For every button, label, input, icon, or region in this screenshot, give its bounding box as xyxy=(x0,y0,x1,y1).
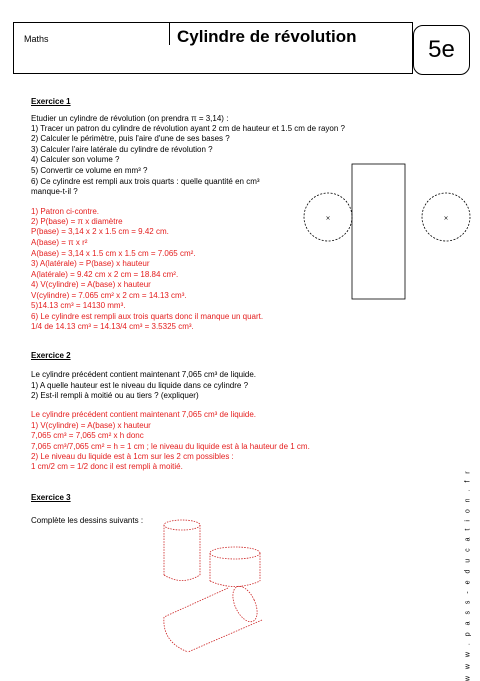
sketch-cylinder-3-side xyxy=(188,620,262,652)
exercise1-statement-line: 5) Convertir ce volume en mm³ ? xyxy=(31,166,148,175)
sketch-cylinder-3-side xyxy=(164,588,228,617)
cylinder-net xyxy=(304,164,470,299)
exercise3-instruction: Complète les dessins suivants : xyxy=(31,516,144,525)
exercise2-solution-line: 2) Le niveau du liquide est à 1cm sur les 2 cm possibles : xyxy=(31,452,234,461)
sketch-cylinder-2-top xyxy=(210,547,260,559)
exercise3-title: Exercice 3 xyxy=(31,493,71,502)
sketch-cylinder-1-bottom xyxy=(164,575,200,581)
exercise2-solution-line: Le cylindre précédent contient maintenant 7,065 cm³ de liquide. xyxy=(31,410,257,419)
exercise2-statement-line: 1) A quelle hauteur est le niveau du liquide dans ce cylindre ? xyxy=(31,381,249,390)
exercise2-solution-line: 1) V(cylindre) = A(base) x hauteur xyxy=(31,421,151,430)
sketch-cylinders xyxy=(164,520,262,652)
exercise2-title: Exercice 2 xyxy=(31,351,71,360)
exercise2-solution-line: 7,065 cm³/7,065 cm² = h = 1 cm ; le niveau du liquide est à la hauteur de 1 cm. xyxy=(31,442,310,451)
exercise2-solution-line: 1 cm/2 cm = 1/2 donc il est rempli à moitié. xyxy=(31,462,183,471)
exercise1-solution-line: A(base) = π x r² xyxy=(31,238,88,247)
grade-badge: 5e xyxy=(413,25,470,75)
net-lateral-rectangle xyxy=(352,164,405,299)
watermark-vertical xyxy=(462,468,474,681)
exercise1-solution-line: 6) Le cylindre est rempli aux trois quarts donc il manque un quart. xyxy=(31,312,264,321)
exercise1-statement-line: 3) Calculer l'aire latérale du cylindre de révolution ? xyxy=(31,145,213,154)
exercise1-statement-line: 1) Tracer un patron du cylindre de révolution ayant 2 cm de hauteur et 1.5 cm de rayon ? xyxy=(31,124,345,133)
sketch-cylinder-1-top xyxy=(164,520,200,530)
subject-label: Maths xyxy=(24,34,49,44)
exercise1-statement-line: 2) Calculer le périmètre, puis l'aire d'une de ses bases ? xyxy=(31,134,230,143)
page-title: Cylindre de révolution xyxy=(177,27,357,46)
exercise2-statement-line: 2) Est-il rempli à moitié ou au tiers ? (expliquer) xyxy=(31,391,199,400)
exercise1-title: Exercice 1 xyxy=(31,97,71,106)
sketch-cylinder-2-bottom xyxy=(210,581,260,587)
exercise1-solution-line: A(latérale) = 9.42 cm x 2 cm = 18.84 cm². xyxy=(31,270,179,279)
exercise1-solution-line: 1) Patron ci-contre. xyxy=(31,207,100,216)
exercise1-statement-line: manque-t-il ? xyxy=(31,187,78,196)
exercise1-solution-line: A(base) = 3,14 x 1.5 cm x 1.5 cm = 7.065 cm². xyxy=(31,249,196,258)
watermark-text: w w w . p a s s - e d u c a t i o n . f r xyxy=(464,468,472,681)
exercise1-solution-line: 2) P(base) = π x diamètre xyxy=(31,217,123,226)
exercise1-solution-line: V(cylindre) = 7.065 cm² x 2 cm = 14.13 cm³. xyxy=(31,291,187,300)
exercise1-statement-line: 4) Calculer son volume ? xyxy=(31,155,120,164)
exercise2-statement-line: Le cylindre précédent contient maintenant 7,065 cm³ de liquide. xyxy=(31,370,257,379)
exercise1-solution-line: 5)14.13 cm³ = 14130 mm³. xyxy=(31,301,126,310)
exercise1-statement-line: Etudier un cylindre de révolution (on prendra π = 3,14) : xyxy=(31,114,229,123)
sketch-cylinder-3-end xyxy=(228,583,262,626)
exercise1-solution-line: 4) V(cylindre) = A(base) x hauteur xyxy=(31,280,151,289)
net-center-mark: × xyxy=(325,215,331,222)
net-center-mark: × xyxy=(443,215,449,222)
exercise2-solution-line: 7,065 cm³ = 7,065 cm² x h donc xyxy=(31,431,144,440)
exercise1-solution-line: 1/4 de 14.13 cm³ = 14.13/4 cm³ = 3.5325 cm³. xyxy=(31,322,194,331)
exercise1-statement-line: 6) Ce cylindre est rempli aux trois quarts : quelle quantité en cm³ xyxy=(31,177,260,186)
exercise1-solution-line: 3) A(latérale) = P(base) x hauteur xyxy=(31,259,150,268)
sketch-cylinder-3-end-partial xyxy=(164,617,188,652)
exercise1-solution-line: P(base) = 3,14 x 2 x 1.5 cm = 9.42 cm. xyxy=(31,227,169,236)
